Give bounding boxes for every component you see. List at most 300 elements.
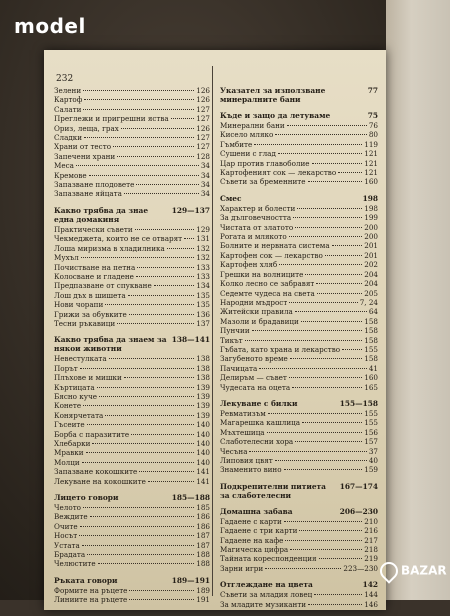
dot-leader (117, 323, 194, 324)
index-entry (220, 232, 378, 241)
index-section (220, 86, 378, 104)
index-entry (54, 142, 210, 151)
entry-page: 188 (196, 550, 210, 560)
index-entry (220, 564, 378, 573)
entry-title: Гъмбите (220, 139, 253, 149)
entry-page: 217 (364, 535, 378, 545)
entry-page: 140 (196, 429, 210, 439)
dot-leader (137, 267, 194, 268)
entry-page: 155 (364, 408, 378, 418)
entry-page: 204 (364, 279, 378, 289)
index-entry (220, 223, 378, 232)
index-section (54, 335, 210, 486)
entry-page: 132 (196, 243, 210, 253)
section-pages: 77 (367, 86, 378, 95)
entry-title: Картофен сок — лекарство (220, 250, 323, 260)
entry-title: Запазване плодовете (54, 180, 135, 190)
entry-title: Порът (54, 363, 78, 373)
index-entry (220, 554, 378, 563)
entry-title: Рогата и млякото (220, 232, 287, 242)
entry-page: 34 (200, 189, 210, 199)
index-entry (54, 319, 210, 328)
dot-leader (87, 424, 195, 425)
entry-page: 219 (364, 554, 378, 564)
entry-page: 160 (364, 373, 378, 383)
entry-page: 140 (196, 448, 210, 458)
entry-title: Брадата (54, 550, 86, 560)
section-pages: 155—158 (339, 398, 378, 408)
dot-leader (259, 368, 367, 369)
entry-title: Конете (54, 401, 82, 411)
entry-title: Съвети за бременните (220, 177, 306, 187)
entry-page: 126 (196, 86, 210, 95)
entry-page: 186 (196, 521, 210, 531)
entry-page: 158 (364, 354, 378, 364)
entry-title: Пунчии (220, 326, 250, 336)
dot-leader (79, 535, 194, 536)
section-pages: 198 (362, 193, 378, 203)
entry-title: За дълговечността (220, 213, 292, 223)
entry-page: 76 (368, 121, 378, 130)
dot-leader (90, 516, 195, 517)
dot-leader (76, 165, 199, 166)
entry-title: Бясно куче (54, 391, 97, 401)
leaf-icon (376, 558, 401, 583)
section-title: Ръката говори (54, 575, 118, 585)
entry-title: Тикът (220, 335, 243, 345)
entry-title: Чистата от златото (220, 222, 294, 232)
index-entry (54, 522, 210, 531)
entry-page: 200 (364, 232, 378, 242)
section-pages: 138—141 (171, 335, 210, 345)
index-entry (54, 411, 210, 420)
index-entry (54, 225, 210, 234)
section-title: Отглеждане на цвета (220, 580, 313, 590)
entry-title: Минерални бани (220, 121, 285, 130)
entry-title: Гъсеите (54, 420, 85, 430)
index-entry (54, 161, 210, 170)
entry-title: Слаботелесни хора (220, 437, 294, 447)
index-entry (220, 289, 378, 298)
index-entry (220, 437, 378, 446)
entry-page: 137 (196, 318, 210, 328)
entry-title: Магическа цифра (220, 545, 289, 555)
entry-title: Челюстите (54, 559, 96, 569)
entry-title: Конярчетата (54, 410, 104, 420)
section-heading (220, 482, 378, 500)
dot-leader (135, 229, 195, 230)
entry-title: Запечени храни (54, 151, 116, 161)
dot-leader (297, 208, 362, 209)
dot-leader (136, 184, 198, 185)
index-entry (54, 354, 210, 363)
index-entry (54, 448, 210, 457)
index-entry (220, 149, 378, 158)
entry-title: Сушени с глад (220, 149, 276, 159)
entry-title: Почистване на петна (54, 262, 136, 272)
dot-leader (254, 144, 362, 145)
entry-page: 140 (196, 420, 210, 430)
entry-page: 64 (368, 307, 378, 317)
index-entry (54, 253, 210, 262)
dot-leader (332, 245, 363, 246)
index-entry (220, 121, 378, 130)
entry-title: Характер и болести (220, 203, 296, 213)
index-entry (54, 189, 210, 198)
dot-leader (97, 387, 195, 388)
section-heading (220, 580, 378, 589)
entry-page: 146 (364, 599, 378, 609)
dot-leader (285, 540, 362, 541)
entry-title: Пачицата (220, 363, 258, 373)
entry-title: Чудесата на оцета (220, 382, 291, 392)
index-entry (54, 531, 210, 540)
entry-title: Съвети за младия ловец (220, 590, 313, 600)
entry-page: 188 (196, 559, 210, 569)
entry-title: Носът (54, 531, 78, 541)
index-entry (220, 447, 378, 456)
entry-page: 34 (200, 170, 210, 180)
entry-page: 141 (196, 476, 210, 486)
entry-page: 139 (196, 401, 210, 411)
entry-page: 139 (196, 410, 210, 420)
entry-page: 158 (364, 326, 378, 336)
dot-leader (136, 276, 194, 277)
entry-page: 139 (196, 382, 210, 392)
index-entry (54, 263, 210, 272)
dot-leader (325, 255, 362, 256)
index-column-left (54, 86, 210, 612)
index-entry (54, 310, 210, 319)
index-entry (220, 465, 378, 474)
dot-leader (299, 530, 362, 531)
dot-leader (171, 118, 195, 119)
entry-title: Веждите (54, 512, 88, 522)
index-entry (220, 590, 378, 599)
entry-page: 138 (196, 373, 210, 383)
section-heading (220, 111, 378, 120)
entry-page: 7, 24 (359, 297, 378, 307)
entry-page: 131 (196, 234, 210, 244)
book-edge (386, 0, 450, 600)
entry-page: 127 (196, 104, 210, 114)
entry-page: 138 (196, 354, 210, 364)
dot-leader (89, 175, 199, 176)
dot-leader (105, 415, 194, 416)
section-heading (54, 335, 210, 353)
dot-leader (319, 558, 363, 559)
dot-leader (109, 358, 195, 359)
entry-page: 158 (364, 335, 378, 345)
dot-leader (129, 590, 194, 591)
section-title: Какво трябва да знае една домакиня (54, 205, 149, 224)
dot-leader (99, 396, 194, 397)
index-entry (220, 159, 378, 168)
entry-title: Формите на ръцете (54, 585, 128, 595)
index-entry (220, 373, 378, 382)
index-entry (220, 536, 378, 545)
watermark-text: model (14, 14, 86, 38)
entry-page: 40 (368, 456, 378, 465)
index-entry (54, 152, 210, 161)
section-heading (220, 194, 378, 203)
dot-leader (184, 238, 194, 239)
index-entry (220, 354, 378, 363)
dot-leader (292, 387, 362, 388)
entry-title: Магарешка кашлица (220, 418, 301, 428)
index-column-right (220, 86, 378, 616)
entry-title: Къртицата (54, 382, 95, 392)
dot-leader (295, 311, 367, 312)
section-title: Лицето говори (54, 493, 119, 503)
index-entry (220, 168, 378, 177)
index-entry (54, 86, 210, 95)
dot-leader (275, 134, 367, 135)
entry-page: 158 (364, 316, 378, 326)
entry-title: Цар против главоболие (220, 158, 310, 168)
index-entry (220, 241, 378, 250)
dot-leader (249, 451, 366, 452)
index-entry (54, 541, 210, 550)
entry-title: Плъхове и мишки (54, 373, 122, 383)
dot-leader (312, 163, 363, 164)
dot-leader (338, 172, 362, 173)
entry-title: Ревматизъм (220, 408, 266, 418)
entry-page: 157 (364, 437, 378, 447)
section-heading (220, 507, 378, 516)
entry-page: 200 (364, 222, 378, 232)
entry-title: Хлебарки (54, 439, 91, 448)
index-section (54, 206, 210, 328)
entry-page: 136 (196, 309, 210, 319)
section-pages: 189—191 (171, 575, 210, 585)
entry-page: 204 (364, 269, 378, 279)
section-pages: 185—188 (171, 493, 210, 503)
entry-title: Запазване кокошките (54, 467, 138, 477)
index-section (220, 399, 378, 475)
index-entry (220, 317, 378, 326)
entry-page: 127 (196, 142, 210, 152)
entry-title: Челото (54, 503, 82, 513)
index-entry (220, 307, 378, 316)
dot-leader (92, 443, 194, 444)
bazar-logo (380, 562, 450, 596)
entry-title: Зарни игри (220, 563, 264, 573)
dot-leader (82, 462, 195, 463)
dot-leader (117, 156, 194, 157)
section-heading (54, 576, 210, 585)
dot-leader (289, 236, 363, 237)
entry-title: Грешки на волниците (220, 269, 304, 279)
index-entry (54, 430, 210, 439)
entry-title: Картоф (54, 95, 83, 105)
dot-leader (124, 193, 199, 194)
entry-title: Преглежи и пригрешни яства (54, 114, 169, 124)
entry-page: 34 (200, 161, 210, 171)
entry-page: 187 (196, 540, 210, 550)
index-entry (220, 409, 378, 418)
entry-page: 135 (196, 300, 210, 310)
dot-leader (308, 181, 363, 182)
entry-page: 165 (364, 382, 378, 392)
entry-page: 37 (368, 446, 378, 456)
dot-leader (342, 349, 362, 350)
entry-title: Храни от тесто (54, 142, 112, 152)
dot-leader (81, 257, 195, 258)
entry-title: Линиите на ръцете (54, 595, 128, 605)
dot-leader (83, 90, 194, 91)
dot-leader (83, 507, 194, 508)
entry-page: 133 (196, 262, 210, 272)
index-entry (220, 600, 378, 609)
index-entry (220, 213, 378, 222)
index-section (220, 111, 378, 187)
entry-title: Грижи за обувките (54, 309, 127, 319)
dot-leader (287, 125, 367, 126)
entry-page: 159 (364, 465, 378, 475)
column-divider (212, 66, 213, 596)
section-heading (220, 399, 378, 408)
entry-title: Лекуване на кокошките (54, 476, 146, 486)
index-entry (220, 177, 378, 186)
index-section (220, 580, 378, 609)
entry-title: Невестулката (54, 354, 107, 364)
entry-page: 132 (196, 253, 210, 263)
section-title: Къде и защо да летуваме (220, 111, 331, 120)
entry-title: Седемте чудеса на света (220, 288, 315, 298)
entry-page: 80 (368, 130, 378, 140)
dot-leader (167, 248, 194, 249)
dot-leader (139, 471, 194, 472)
index-entry (54, 477, 210, 486)
entry-page: 133 (196, 271, 210, 281)
entry-title: Липовия цвят (220, 456, 273, 465)
entry-page: 126 (196, 123, 210, 133)
entry-title: Гадаене с три карти (220, 526, 298, 536)
index-entry (54, 420, 210, 429)
entry-page: 135 (196, 290, 210, 300)
index-entry (220, 140, 378, 149)
entry-page: 199 (364, 213, 378, 223)
dot-leader (302, 422, 362, 423)
index-entry (54, 133, 210, 142)
dot-leader (98, 563, 195, 564)
entry-title: Чесъна (220, 446, 248, 456)
entry-page: 205 (364, 288, 378, 298)
entry-page: 223—230 (343, 563, 378, 573)
index-entry (54, 467, 210, 476)
entry-title: Кремове (54, 170, 87, 180)
entry-title: За младите музиканти (220, 599, 307, 609)
entry-page: 129 (196, 224, 210, 234)
index-entry (54, 364, 210, 373)
entry-page: 156 (364, 427, 378, 437)
entry-page: 185 (196, 503, 210, 513)
entry-page: 126 (196, 95, 210, 105)
index-entry (220, 364, 378, 373)
section-title: Какво трябва да знаем за някои животни (54, 335, 167, 354)
section-pages: 75 (367, 111, 378, 120)
dot-leader (87, 554, 194, 555)
entry-title: Очите (54, 521, 78, 531)
index-entry (54, 373, 210, 382)
dot-leader (301, 321, 362, 322)
dot-leader (267, 432, 363, 433)
index-entry (220, 418, 378, 427)
entry-page: 189 (196, 585, 210, 595)
index-entry (54, 95, 210, 104)
index-section (54, 576, 210, 605)
entry-title: Тесни ръкавици (54, 318, 116, 328)
dot-leader (295, 227, 362, 228)
dot-leader (305, 274, 362, 275)
index-entry (220, 130, 378, 139)
entry-page: 191 (196, 595, 210, 605)
index-entry (220, 326, 378, 335)
entry-title: Гадаене с карти (220, 516, 282, 526)
entry-page: 186 (196, 512, 210, 522)
entry-title: Ориз, леща, грах (54, 123, 119, 133)
dot-leader (289, 302, 357, 303)
index-entry (220, 456, 378, 465)
dot-leader (316, 283, 362, 284)
dot-leader (308, 604, 362, 605)
entry-page: 128 (196, 151, 210, 161)
entry-title: Предпазване от спукване (54, 281, 152, 291)
entry-page: 155 (364, 418, 378, 428)
dot-leader (83, 405, 194, 406)
entry-title: Мравки (54, 448, 84, 458)
dot-leader (284, 469, 363, 470)
index-entry (220, 279, 378, 288)
entry-title: Делиръм — съвет (220, 373, 287, 383)
index-entry (54, 300, 210, 309)
entry-title: Житейски правила (220, 307, 293, 317)
index-entry (54, 105, 210, 114)
book-page (44, 50, 386, 610)
section-pages: 129—137 (171, 205, 210, 215)
index-section (220, 194, 378, 392)
index-entry (220, 298, 378, 307)
index-entry (54, 439, 210, 448)
index-entry (220, 345, 378, 354)
index-entry (54, 503, 210, 512)
entry-title: Запазване яйцата (54, 189, 122, 199)
entry-title: Гъбата, като храна и лекарство (220, 344, 341, 354)
section-pages: 206—230 (339, 506, 378, 516)
entry-title: Сладки (54, 133, 83, 143)
entry-title: Тайната кореспонденция (220, 554, 317, 564)
dot-leader (105, 304, 194, 305)
index-entry (220, 383, 378, 392)
index-entry (220, 270, 378, 279)
section-title: Смес (220, 193, 242, 203)
entry-title: Лоша миризма в хладилника (54, 243, 165, 253)
index-entry (54, 171, 210, 180)
entry-title: Знаменито вино (220, 465, 282, 475)
dot-leader (245, 340, 363, 341)
section-heading (54, 493, 210, 502)
entry-page: 127 (196, 114, 210, 124)
dot-leader (293, 217, 362, 218)
dot-leader (80, 368, 195, 369)
index-entry (220, 204, 378, 213)
entry-title: Салати (54, 104, 82, 114)
entry-title: Болните и нервната система (220, 241, 330, 251)
entry-title: Борба с паразитите (54, 429, 130, 439)
dot-leader (278, 153, 362, 154)
index-entry (54, 114, 210, 123)
